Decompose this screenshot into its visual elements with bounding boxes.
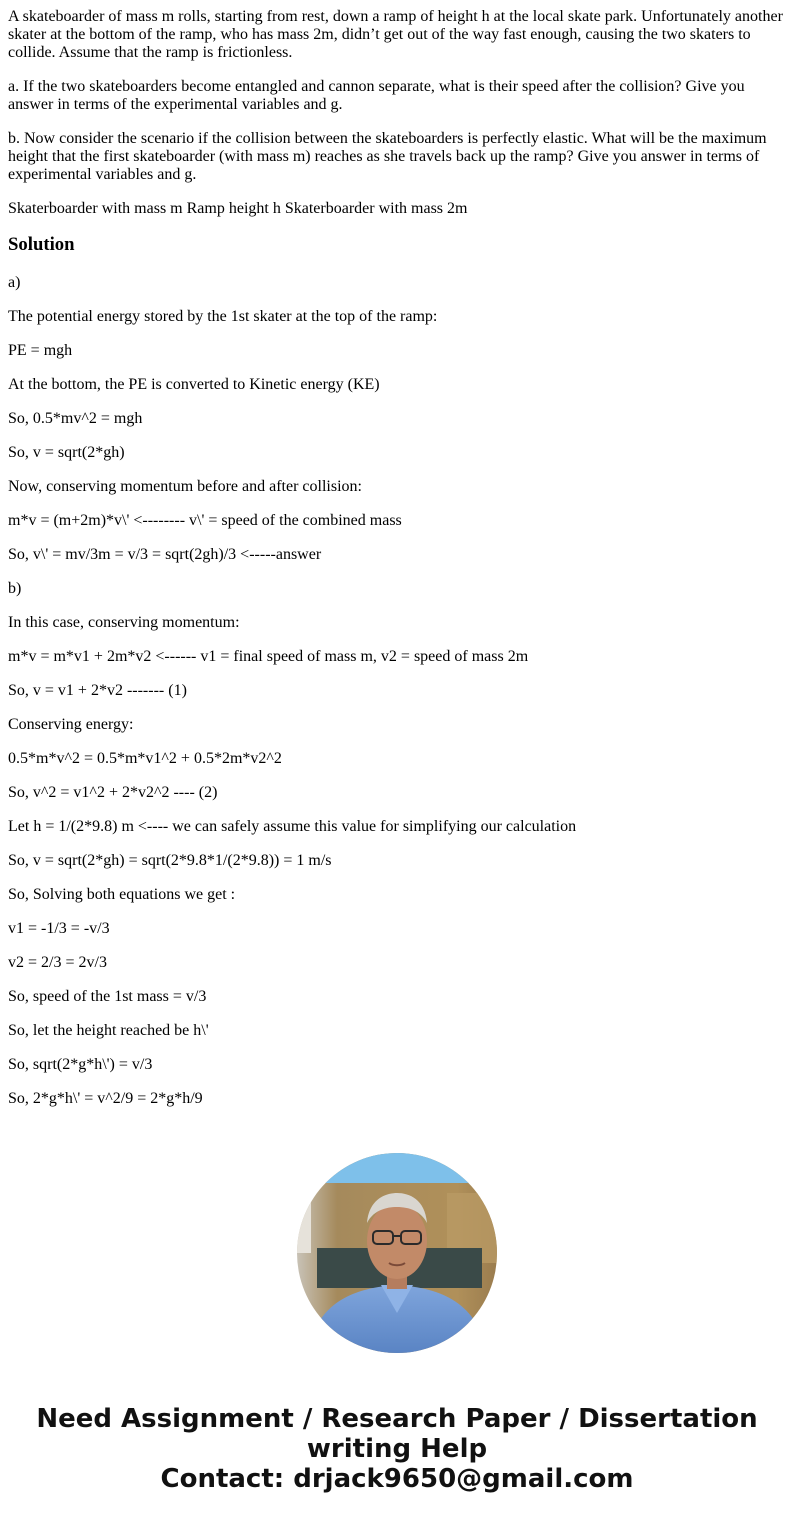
footer-line-2: writing Help <box>306 1434 488 1464</box>
solution-line: So, 0.5*mv^2 = mgh <box>8 410 143 427</box>
solution-line: So, 2*g*h\' = v^2/9 = 2*g*h/9 <box>8 1090 203 1107</box>
solution-line: b) <box>8 580 22 597</box>
solution-line: The potential energy stored by the 1st skater at the top of the ramp: <box>8 308 438 325</box>
footer-line-1: Need Assignment / Research Paper / Dissertation <box>36 1404 758 1434</box>
question-intro: A skateboarder of mass m rolls, starting from rest, down a ramp of height h at the local skate park. Unfortunately another skater at the bottom of the ramp, who has mass 2m, didn’t get out of the way fast enough, causing the two skaters to collide. Assume that the ramp is frictionless. <box>8 8 783 61</box>
footer-line-3: Contact: drjack9650@gmail.com <box>160 1464 634 1494</box>
avatar-photo-icon <box>297 1153 497 1353</box>
solution-line: m*v = m*v1 + 2m*v2 <------ v1 = final speed of mass m, v2 = speed of mass 2m <box>8 648 529 665</box>
solution-line: Now, conserving momentum before and after collision: <box>8 478 362 495</box>
footer-contact <box>0 1404 794 1494</box>
avatar <box>297 1153 497 1353</box>
solution-line: So, speed of the 1st mass = v/3 <box>8 988 207 1005</box>
solution-line: v1 = -1/3 = -v/3 <box>8 920 110 937</box>
solution-line: So, sqrt(2*g*h\') = v/3 <box>8 1056 153 1073</box>
solution-line: m*v = (m+2m)*v\' <-------- v\' = speed of the combined mass <box>8 512 402 529</box>
solution-line: So, v^2 = v1^2 + 2*v2^2 ---- (2) <box>8 784 218 801</box>
question-part-b: b. Now consider the scenario if the collision between the skateboarders is perfectly elastic. What will be the maximum height that the first skateboarder (with mass m) reaches as she travels back up the ramp? Give you answer in terms of experimental variables and g. <box>8 130 767 183</box>
solution-heading: Solution <box>8 234 75 255</box>
solution-line: So, v = sqrt(2*gh) = sqrt(2*9.8*1/(2*9.8)) = 1 m/s <box>8 852 332 869</box>
solution-line: At the bottom, the PE is converted to Kinetic energy (KE) <box>8 376 380 393</box>
solution-line: So, let the height reached be h\' <box>8 1022 209 1039</box>
solution-line: PE = mgh <box>8 342 73 359</box>
solution-line: So, Solving both equations we get : <box>8 886 236 903</box>
solution-line: So, v = v1 + 2*v2 ------- (1) <box>8 682 187 699</box>
solution-line: 0.5*m*v^2 = 0.5*m*v1^2 + 0.5*2m*v2^2 <box>8 750 282 767</box>
solution-line: a) <box>8 274 21 291</box>
solution-line: Let h = 1/(2*9.8) m <---- we can safely assume this value for simplifying our calculation <box>8 818 577 835</box>
solution-line: So, v = sqrt(2*gh) <box>8 444 125 461</box>
solution-line: v2 = 2/3 = 2v/3 <box>8 954 107 971</box>
solution-line: In this case, conserving momentum: <box>8 614 240 631</box>
solution-line: Conserving energy: <box>8 716 134 733</box>
solution-line: So, v\' = mv/3m = v/3 = sqrt(2gh)/3 <-----answer <box>8 546 322 563</box>
question-part-a: a. If the two skateboarders become entangled and cannon separate, what is their speed after the collision? Give you answer in terms of the experimental variables and g. <box>8 78 745 113</box>
figure-caption: Skaterboarder with mass m Ramp height h Skaterboarder with mass 2m <box>8 200 468 217</box>
